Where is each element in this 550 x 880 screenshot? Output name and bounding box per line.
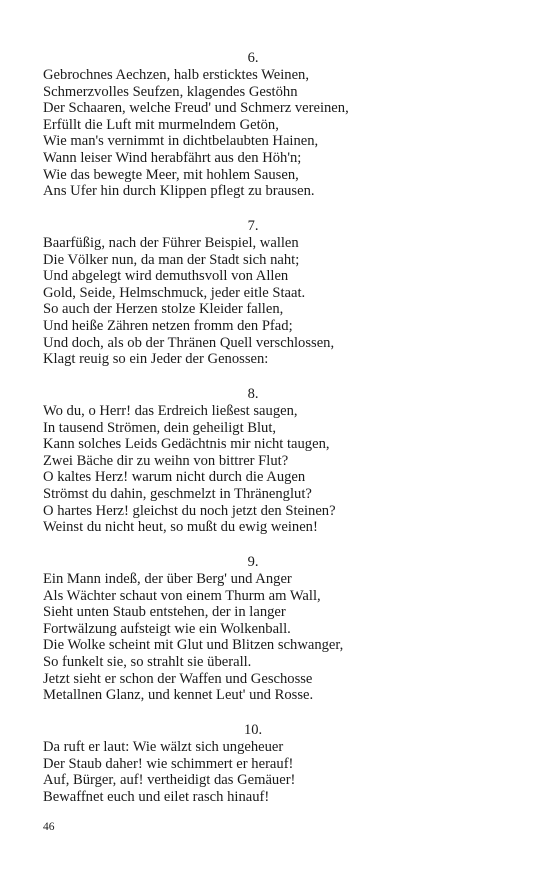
verse-line: Jetzt sieht er schon der Waffen und Geschosse — [43, 670, 313, 687]
verse-line: Ein Mann indeß, der über Berg' und Anger — [43, 571, 292, 587]
verse-line: O hartes Herz! gleichst du noch jetzt den Steinen? — [43, 502, 336, 519]
verse-line: Wann leiser Wind herabfährt aus den Höh'n; — [43, 149, 302, 166]
verse-line: O kaltes Herz! warum nicht durch die Augen — [43, 469, 306, 486]
verse-line: Wie das bewegte Meer, mit hohlem Sausen, — [43, 166, 299, 183]
verse-line: Gebrochnes Aechzen, halb ersticktes Weinen, — [43, 67, 310, 83]
verse-line: Zwei Bäche dir zu weihn von bittrer Flut? — [43, 452, 289, 469]
stanza-number: 10. — [243, 722, 263, 738]
verse-line: Schmerzvolles Seufzen, klagendes Gestöhn — [43, 83, 298, 100]
verse-line: In tausend Strömen, dein geheiligt Blut, — [43, 419, 277, 436]
verse-line: Gold, Seide, Helmschmuck, jeder eitle Staat. — [43, 284, 306, 301]
verse-line: Da ruft er laut: Wie wälzt sich ungeheuer — [43, 739, 284, 755]
stanza-number: 9. — [247, 554, 259, 570]
verse-line: Wie man's vernimmt in dichtbelaubten Hainen, — [43, 133, 319, 150]
stanza-number: 8. — [247, 386, 259, 402]
verse-line: So funkelt sie, so strahlt sie überall. — [43, 653, 252, 670]
verse-line: Der Staub daher! wie schimmert er herauf! — [43, 755, 294, 772]
verse-line: Die Völker nun, da man der Stadt sich naht; — [43, 251, 300, 268]
verse-line: Und doch, als ob der Thränen Quell verschlossen, — [43, 334, 335, 351]
stanza-10 — [43, 722, 463, 805]
stanza-9 — [43, 554, 463, 704]
stanza-6 — [43, 50, 463, 200]
verse-line: Baarfüßig, nach der Führer Beispiel, wallen — [43, 235, 299, 251]
verse-line: Und heiße Zähren netzen fromm den Pfad; — [43, 317, 293, 334]
verse-line: So auch der Herzen stolze Kleider fallen, — [43, 301, 284, 318]
stanza-number: 6. — [247, 50, 259, 66]
verse-line: Strömst du dahin, geschmelzt in Thränenglut? — [43, 485, 312, 502]
verse-line: Weinst du nicht heut, so mußt du ewig weinen! — [43, 519, 318, 536]
verse-line: Wo du, o Herr! das Erdreich ließest saugen, — [43, 403, 298, 419]
verse-line: Metallnen Glanz, und kennet Leut' und Rosse. — [43, 687, 314, 704]
verse-line: Fortwälzung aufsteigt wie ein Wolkenball. — [43, 620, 291, 637]
stanza-7 — [43, 218, 463, 368]
stanza-8 — [43, 386, 463, 536]
page-number: 46 — [43, 821, 55, 833]
verse-line: Die Wolke scheint mit Glut und Blitzen schwanger, — [43, 637, 344, 654]
verse-line: Der Schaaren, welche Freud' und Schmerz vereinen, — [43, 100, 349, 117]
verse-line: Als Wächter schaut von einem Thurm am Wall, — [43, 587, 321, 604]
verse-line: Ans Ufer hin durch Klippen pflegt zu brausen. — [43, 183, 315, 200]
verse-line: Und abgelegt wird demuthsvoll von Allen — [43, 268, 289, 285]
verse-line: Erfüllt die Luft mit murmelndem Getön, — [43, 116, 279, 133]
stanza-number: 7. — [247, 218, 259, 234]
verse-line: Klagt reuig so ein Jeder der Genossen: — [43, 351, 269, 368]
verse-line: Bewaffnet euch und eilet rasch hinauf! — [43, 788, 270, 805]
verse-line: Sieht unten Staub entstehen, der in langer — [43, 604, 286, 621]
verse-line: Auf, Bürger, auf! vertheidigt das Gemäuer! — [43, 772, 296, 789]
verse-line: Kann solches Leids Gedächtnis mir nicht taugen, — [43, 436, 330, 453]
